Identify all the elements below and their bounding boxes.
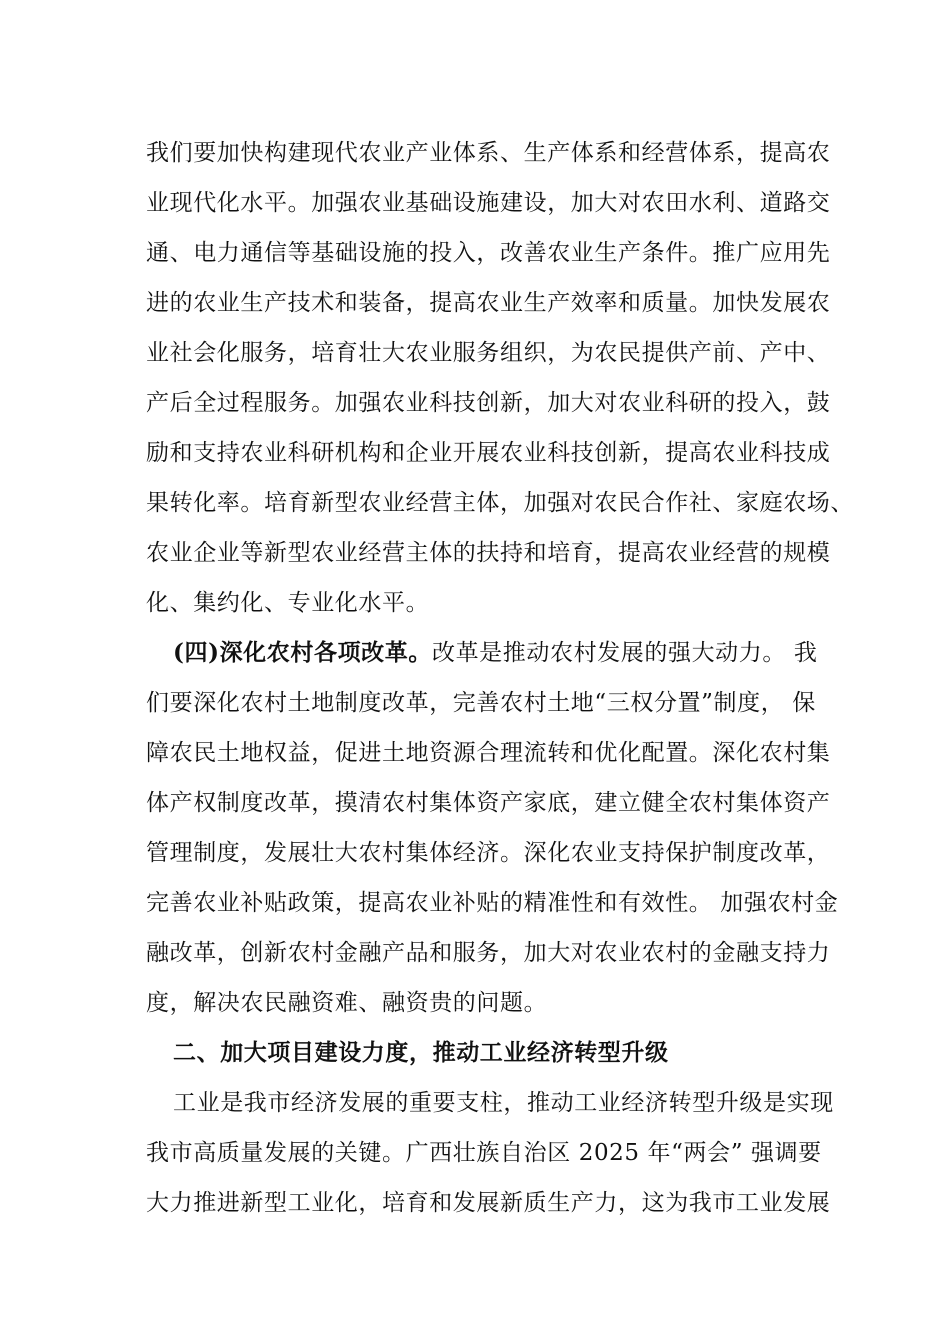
paragraph-line: 果转化率。培育新型农业经营主体，加强对农民合作社、家庭农场、 — [146, 490, 854, 516]
section-4-lead-text: 改革是推动农村发展的强大动力。 我 — [431, 640, 818, 666]
section-2-heading: 二、加大项目建设力度，推动工业经济转型升级 — [173, 1039, 669, 1066]
paragraph-line: 度，解决农民融资难、融资贵的问题。 — [146, 990, 548, 1016]
paragraph-line: 业社会化服务，培育壮大农业服务组织，为农民提供产前、产中、 — [146, 340, 831, 366]
paragraph-line: 障农民土地权益，促进土地资源合理流转和优化配置。深化农村集 — [146, 740, 831, 766]
paragraph-line: 完善农业补贴政策，提高农业补贴的精准性和有效性。 加强农村金 — [146, 890, 839, 916]
paragraph-line: 管理制度，发展壮大农村集体经济。深化农业支持保护制度改革， — [146, 840, 831, 866]
paragraph-line: 化、集约化、专业化水平。 — [146, 590, 430, 616]
paragraph-line: 进的农业生产技术和装备，提高农业生产效率和质量。加快发展农 — [146, 290, 831, 316]
paragraph-line: 我们要加快构建现代农业产业体系、生产体系和经营体系，提高农 — [146, 140, 831, 166]
paragraph-line: 们要深化农村土地制度改革，完善农村土地“三权分置”制度， 保 — [146, 690, 816, 716]
paragraph-line: 大力推进新型工业化，培育和发展新质生产力，这为我市工业发展 — [146, 1190, 831, 1216]
paragraph-line: 我市高质量发展的关键。广西壮族自治区 2025 年“两会” 强调要 — [146, 1140, 822, 1166]
section-4-first-line — [173, 628, 853, 678]
paragraph-line: 业现代化水平。加强农业基础设施建设，加大对农田水利、道路交 — [146, 190, 831, 216]
paragraph-line: 融改革，创新农村金融产品和服务，加大对农业农村的金融支持力 — [146, 940, 831, 966]
paragraph-line: 通、电力通信等基础设施的投入，改善农业生产条件。推广应用先 — [146, 240, 831, 266]
paragraph-line: 产后全过程服务。加强农业科技创新，加大对农业科研的投入，鼓 — [146, 390, 831, 416]
paragraph-line: 农业企业等新型农业经营主体的扶持和培育，提高农业经营的规模 — [146, 540, 831, 566]
paragraph-line: 工业是我市经济发展的重要支柱，推动工业经济转型升级是实现 — [173, 1090, 834, 1116]
section-4-heading: (四)深化农村各项改革。 — [173, 639, 432, 666]
paragraph-line: 励和支持农业科研机构和企业开展农业科技创新，提高农业科技成 — [146, 440, 831, 466]
paragraph-line: 体产权制度改革，摸清农村集体资产家底，建立健全农村集体资产 — [146, 790, 831, 816]
